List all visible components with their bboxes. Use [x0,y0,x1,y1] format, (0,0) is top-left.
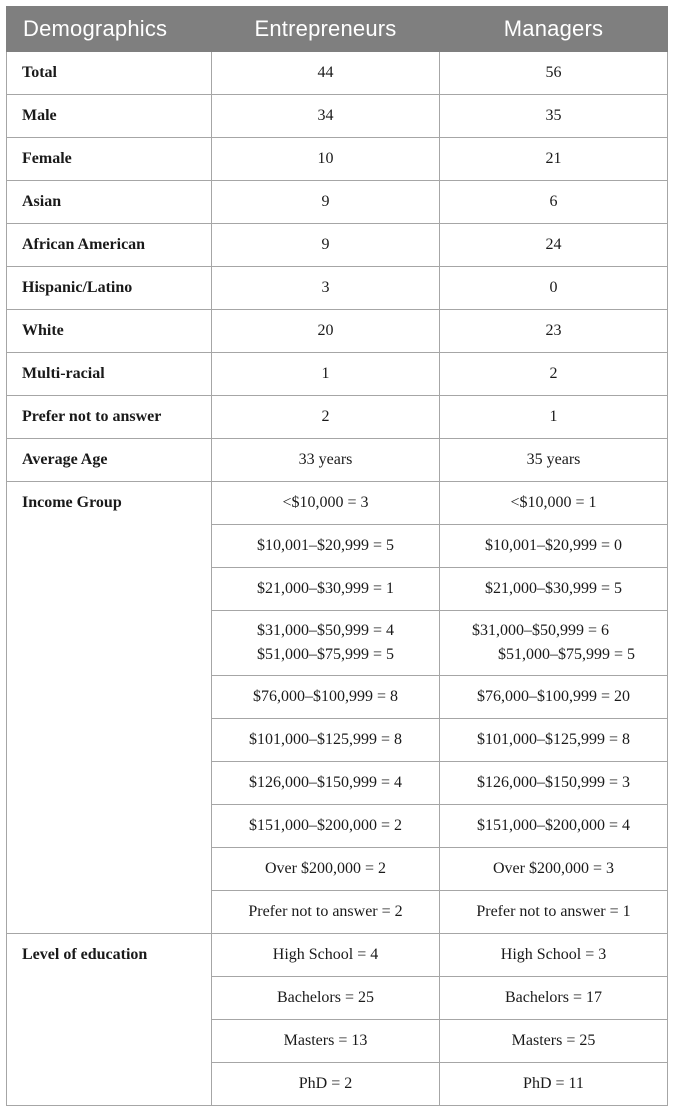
managers-income-cell: $10,001–$20,999 = 0 [440,525,668,568]
entrepreneurs-cell: 44 [212,52,440,95]
managers-cell: 6 [440,181,668,224]
entrepreneurs-cell: 34 [212,95,440,138]
income-line-1: $31,000–$50,999 = 6 [471,622,610,639]
row-label: African American [7,224,212,267]
managers-income-cell: $21,000–$30,999 = 5 [440,568,668,611]
entrepreneurs-income-cell [212,611,440,676]
table-row [7,439,668,482]
managers-cell: 24 [440,224,668,267]
managers-cell: 23 [440,310,668,353]
table-row [7,396,668,439]
table-row [7,95,668,138]
managers-education-cell: Masters = 25 [440,1020,668,1063]
entrepreneurs-cell: 33 years [212,439,440,482]
entrepreneurs-cell: 1 [212,353,440,396]
header-row [7,7,668,52]
entrepreneurs-cell: 9 [212,224,440,267]
entrepreneurs-income-cell: $101,000–$125,999 = 8 [212,719,440,762]
header-demographics: Demographics [7,7,212,52]
entrepreneurs-education-cell: Masters = 13 [212,1020,440,1063]
managers-education-cell: PhD = 11 [440,1063,668,1106]
entrepreneurs-cell: 3 [212,267,440,310]
row-label: White [7,310,212,353]
row-label: Total [7,52,212,95]
managers-cell: 0 [440,267,668,310]
income-line-2: $51,000–$75,999 = 5 [256,646,395,663]
table-row [7,267,668,310]
managers-income-cell: $101,000–$125,999 = 8 [440,719,668,762]
managers-income-cell [440,611,668,676]
managers-income-cell: $151,000–$200,000 = 4 [440,805,668,848]
entrepreneurs-cell: 2 [212,396,440,439]
entrepreneurs-cell: 10 [212,138,440,181]
managers-cell: 56 [440,52,668,95]
demographics-table [6,6,668,1106]
row-label: Male [7,95,212,138]
entrepreneurs-income-cell: Over $200,000 = 2 [212,848,440,891]
row-label: Female [7,138,212,181]
header-entrepreneurs: Entrepreneurs [212,7,440,52]
managers-income-cell: $76,000–$100,999 = 20 [440,676,668,719]
education-row [7,934,668,977]
table-row [7,138,668,181]
entrepreneurs-income-cell: $151,000–$200,000 = 2 [212,805,440,848]
managers-income-cell: <$10,000 = 1 [440,482,668,525]
entrepreneurs-education-cell: High School = 4 [212,934,440,977]
row-label: Average Age [7,439,212,482]
table-row [7,310,668,353]
entrepreneurs-income-cell: Prefer not to answer = 2 [212,891,440,934]
managers-education-cell: Bachelors = 17 [440,977,668,1020]
row-label: Prefer not to answer [7,396,212,439]
entrepreneurs-income-cell: $21,000–$30,999 = 1 [212,568,440,611]
entrepreneurs-income-cell: $10,001–$20,999 = 5 [212,525,440,568]
managers-cell: 35 years [440,439,668,482]
row-label: Hispanic/Latino [7,267,212,310]
income-line-2: $51,000–$75,999 = 5 [497,646,636,663]
entrepreneurs-education-cell: PhD = 2 [212,1063,440,1106]
managers-income-cell: $126,000–$150,999 = 3 [440,762,668,805]
education-label: Level of education [7,934,212,1106]
header-managers: Managers [440,7,668,52]
table-row [7,224,668,267]
entrepreneurs-income-cell: $76,000–$100,999 = 8 [212,676,440,719]
managers-cell: 2 [440,353,668,396]
managers-income-cell: Prefer not to answer = 1 [440,891,668,934]
entrepreneurs-income-cell: $126,000–$150,999 = 4 [212,762,440,805]
income-line-1: $31,000–$50,999 = 4 [256,622,395,639]
entrepreneurs-income-cell: <$10,000 = 3 [212,482,440,525]
income-group-label: Income Group [7,482,212,934]
entrepreneurs-education-cell: Bachelors = 25 [212,977,440,1020]
entrepreneurs-cell: 20 [212,310,440,353]
table-row [7,52,668,95]
managers-cell: 21 [440,138,668,181]
table-row [7,181,668,224]
row-label: Multi-racial [7,353,212,396]
managers-cell: 35 [440,95,668,138]
entrepreneurs-cell: 9 [212,181,440,224]
row-label: Asian [7,181,212,224]
managers-cell: 1 [440,396,668,439]
managers-education-cell: High School = 3 [440,934,668,977]
income-row [7,482,668,525]
managers-income-cell: Over $200,000 = 3 [440,848,668,891]
table-row [7,353,668,396]
